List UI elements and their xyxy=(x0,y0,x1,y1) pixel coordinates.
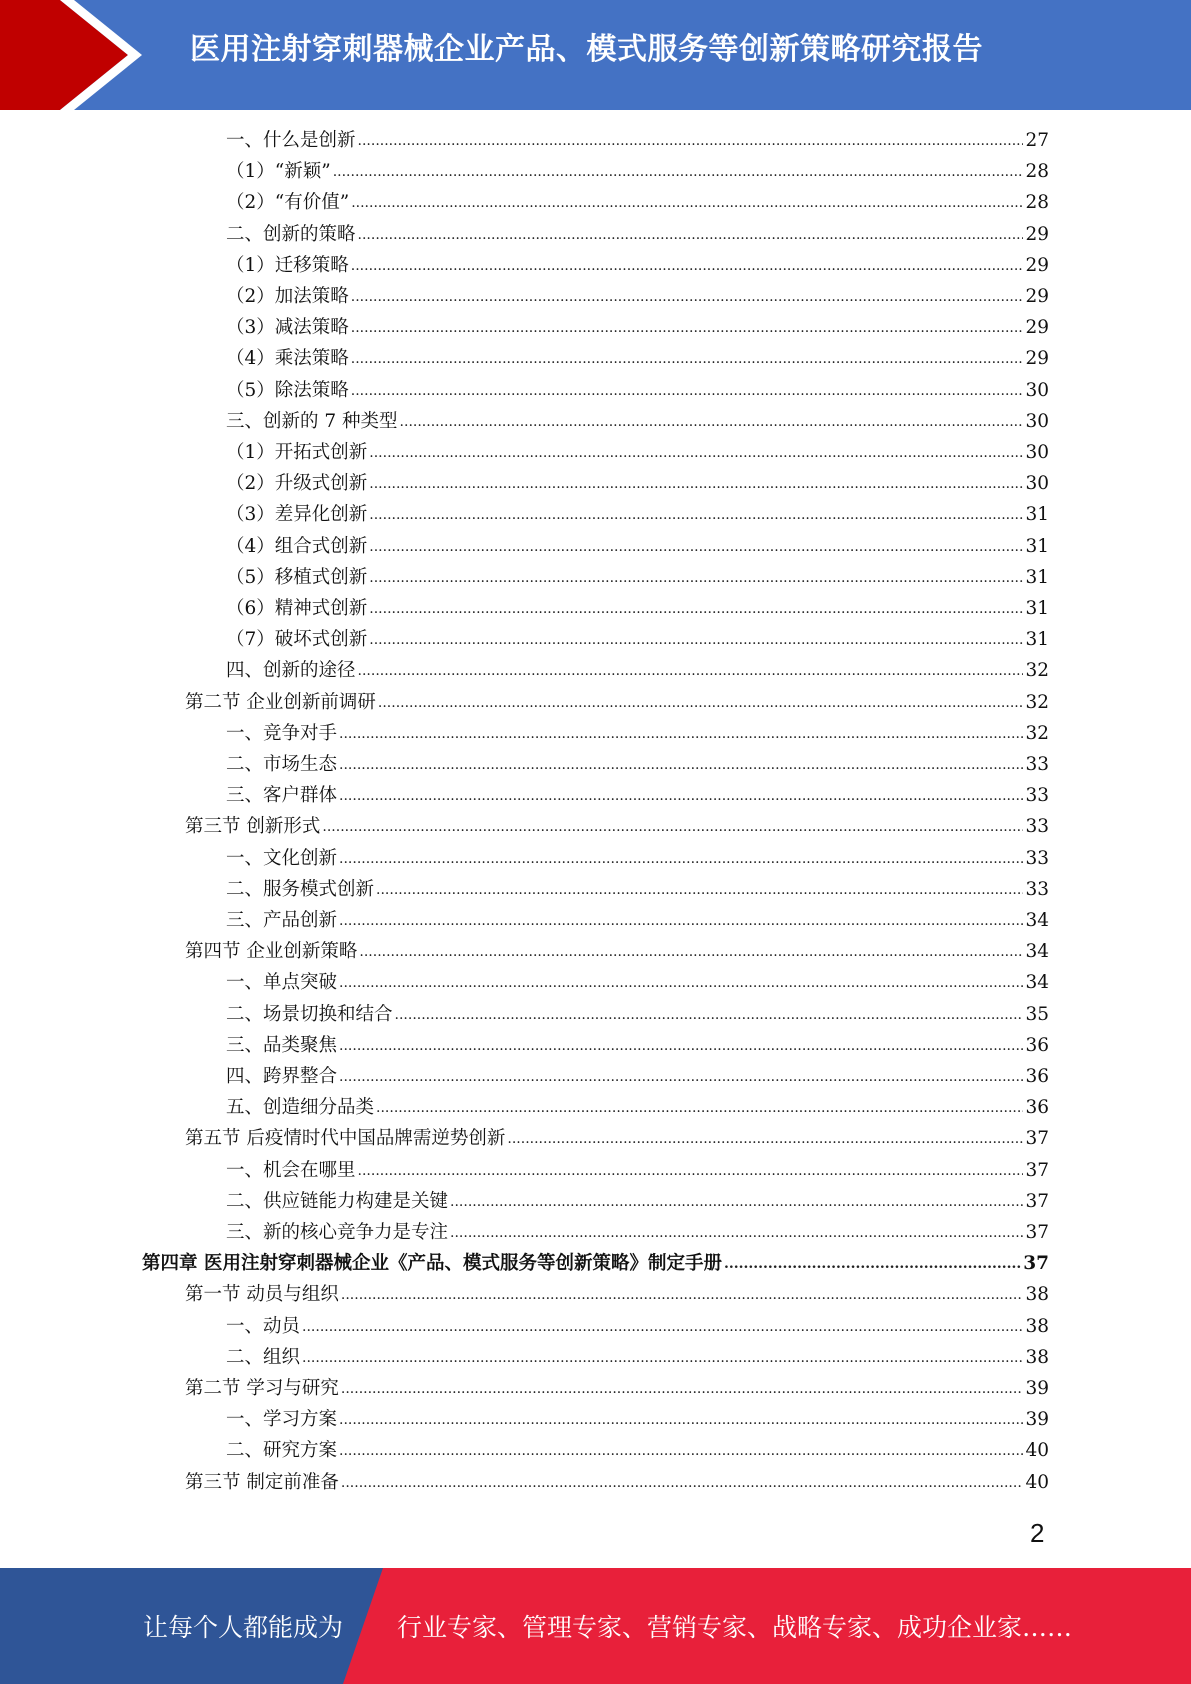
toc-leader-dots xyxy=(351,280,1024,311)
toc-entry-page: 33 xyxy=(1025,785,1049,807)
toc-entry[interactable] xyxy=(226,1217,1049,1248)
toc-entry-page: 36 xyxy=(1025,1097,1049,1119)
footer-banner xyxy=(0,1568,1191,1684)
toc-entry[interactable] xyxy=(185,1373,1049,1404)
toc-leader-dots xyxy=(376,873,1023,904)
toc-entry[interactable] xyxy=(226,874,1049,905)
toc-entry-page: 35 xyxy=(1025,1003,1049,1025)
toc-entry[interactable] xyxy=(226,718,1049,749)
toc-entry-label: 一、什么是创新 xyxy=(226,130,356,151)
toc-entry-page: 33 xyxy=(1025,754,1049,775)
toc-entry-page: 37 xyxy=(1025,1128,1049,1150)
toc-entry-label: 三、产品创新 xyxy=(226,910,338,931)
toc-entry[interactable] xyxy=(185,936,1049,967)
toc-entry[interactable] xyxy=(226,655,1049,686)
toc-entry-label: 二、组织 xyxy=(226,1346,301,1368)
toc-entry[interactable] xyxy=(226,1092,1049,1123)
toc-entry[interactable] xyxy=(226,905,1049,936)
toc-leader-dots xyxy=(450,1216,1023,1247)
toc-entry-page: 34 xyxy=(1025,941,1049,963)
toc-entry[interactable] xyxy=(226,156,1049,187)
toc-entry-label: 第一节 动员与组织 xyxy=(185,1284,339,1306)
toc-leader-dots xyxy=(369,467,1023,498)
toc-entry[interactable] xyxy=(226,1404,1049,1435)
toc-entry-page: 30 xyxy=(1025,379,1049,401)
toc-entry-page: 29 xyxy=(1025,254,1049,276)
toc-entry-label: 五、创造细分品类 xyxy=(226,1097,375,1119)
toc-leader-dots xyxy=(369,623,1023,654)
toc-entry-label: 二、场景切换和结合 xyxy=(226,1003,393,1025)
toc-entry-page: 31 xyxy=(1025,504,1049,526)
toc-entry[interactable] xyxy=(226,187,1049,218)
toc-entry-label: （3）差异化创新 xyxy=(226,504,368,526)
toc-entry[interactable] xyxy=(226,624,1049,655)
toc-entry[interactable] xyxy=(226,1435,1049,1466)
toc-leader-dots xyxy=(341,1466,1024,1497)
toc-leader-dots xyxy=(369,436,1023,467)
toc-leader-dots xyxy=(358,654,1024,685)
toc-entry-page: 39 xyxy=(1025,1378,1049,1399)
toc-entry-label: （5）移植式创新 xyxy=(226,566,368,588)
toc-entry-label: 第三节 制定前准备 xyxy=(185,1471,339,1493)
toc-leader-dots xyxy=(724,1247,1021,1278)
toc-entry[interactable] xyxy=(226,468,1049,499)
toc-entry-label: 四、跨界整合 xyxy=(226,1066,338,1087)
toc-entry-label: 一、单点突破 xyxy=(226,972,338,994)
toc-entry[interactable] xyxy=(226,967,1049,998)
toc-entry[interactable] xyxy=(226,749,1049,780)
toc-entry-label: 第四节 企业创新策略 xyxy=(185,941,358,963)
toc-leader-dots xyxy=(358,1154,1024,1185)
toc-entry[interactable] xyxy=(226,562,1049,593)
toc-leader-dots xyxy=(339,842,1023,873)
toc-leader-dots xyxy=(339,1060,1023,1091)
toc-leader-dots xyxy=(358,218,1024,249)
toc-entry-page: 31 xyxy=(1025,629,1049,651)
toc-entry[interactable] xyxy=(226,1311,1049,1342)
toc-leader-dots xyxy=(351,186,1023,217)
toc-entry-label: （4）组合式创新 xyxy=(226,535,368,557)
toc-leader-dots xyxy=(400,405,1024,436)
toc-entry-page: 28 xyxy=(1025,161,1049,183)
toc-leader-dots xyxy=(351,311,1024,342)
toc-entry[interactable] xyxy=(142,1248,1049,1279)
toc-entry-page: 37 xyxy=(1025,1190,1049,1212)
toc-entry-label: （7）破坏式创新 xyxy=(226,629,368,651)
toc-entry[interactable] xyxy=(226,312,1049,343)
toc-entry-label: 一、文化创新 xyxy=(226,847,338,869)
toc-entry-label: 第二节 企业创新前调研 xyxy=(185,691,376,713)
toc-entry-label: （5）除法策略 xyxy=(226,379,349,401)
toc-leader-dots xyxy=(339,904,1023,935)
toc-entry-page: 32 xyxy=(1025,722,1049,744)
toc-entry-label: 三、品类聚焦 xyxy=(226,1034,338,1056)
toc-entry[interactable] xyxy=(226,437,1049,468)
footer-slogan-right: 行业专家、管理专家、营销专家、战略专家、成功企业家…… xyxy=(397,1613,1073,1642)
footer-slogan-left: 让每个人都能成为 xyxy=(143,1613,344,1642)
toc-entry[interactable] xyxy=(226,375,1049,406)
toc-entry-page: 31 xyxy=(1025,535,1049,557)
toc-entry-label: 三、新的核心竞争力是专注 xyxy=(226,1222,449,1243)
toc-leader-dots xyxy=(359,935,1023,966)
toc-entry-page: 29 xyxy=(1025,286,1049,307)
toc-entry[interactable] xyxy=(226,1342,1049,1373)
toc-entry-page: 34 xyxy=(1025,910,1049,931)
toc-entry-page: 30 xyxy=(1025,442,1049,463)
toc-leader-dots xyxy=(341,1278,1024,1309)
header-title: 医用注射穿刺器械企业产品、模式服务等创新策略研究报告 xyxy=(190,32,983,67)
toc-entry-label: 第二节 学习与研究 xyxy=(185,1378,339,1399)
toc-entry-page: 27 xyxy=(1025,130,1049,151)
toc-leader-dots xyxy=(351,374,1024,405)
toc-entry[interactable] xyxy=(226,406,1049,437)
toc-entry-page: 37 xyxy=(1025,1222,1049,1243)
toc-entry-page: 32 xyxy=(1025,691,1049,713)
toc-entry[interactable] xyxy=(226,999,1049,1030)
toc-entry-page: 40 xyxy=(1025,1440,1049,1462)
toc-entry-page: 33 xyxy=(1025,816,1049,838)
toc-entry-page: 37 xyxy=(1023,1253,1049,1275)
toc-entry-page: 38 xyxy=(1025,1284,1049,1306)
toc-entry-page: 40 xyxy=(1025,1471,1049,1493)
toc-entry-page: 39 xyxy=(1025,1409,1049,1431)
toc-entry-label: 第五节 后疫情时代中国品牌需逆势创新 xyxy=(185,1128,506,1150)
toc-entry-page: 28 xyxy=(1025,192,1049,214)
toc-entry[interactable] xyxy=(226,499,1049,530)
toc-entry[interactable] xyxy=(226,1061,1049,1092)
toc-entry-label: 三、客户群体 xyxy=(226,785,338,807)
header-arrow-decoration xyxy=(0,0,160,110)
toc-entry[interactable] xyxy=(226,281,1049,312)
toc-entry-page: 30 xyxy=(1025,473,1049,495)
toc-leader-dots xyxy=(369,498,1023,529)
toc-leader-dots xyxy=(369,592,1023,623)
toc-entry-page: 33 xyxy=(1025,878,1049,900)
toc-leader-dots xyxy=(339,717,1023,748)
toc-entry-label: （6）精神式创新 xyxy=(226,598,368,619)
toc-leader-dots xyxy=(302,1310,1023,1341)
toc-entry-label: 四、创新的途径 xyxy=(226,660,356,682)
toc-leader-dots xyxy=(450,1185,1023,1216)
toc-entry-page: 36 xyxy=(1025,1034,1049,1056)
toc-entry-page: 38 xyxy=(1025,1346,1049,1368)
toc-entry-label: 一、动员 xyxy=(226,1315,301,1337)
toc-entry-label: （3）减法策略 xyxy=(226,317,349,339)
toc-leader-dots xyxy=(369,561,1023,592)
toc-leader-dots xyxy=(351,342,1024,373)
toc-entry-label: 二、供应链能力构建是关键 xyxy=(226,1190,449,1212)
toc-entry-page: 29 xyxy=(1025,348,1049,370)
toc-leader-dots xyxy=(507,1122,1023,1153)
toc-entry-label: 一、学习方案 xyxy=(226,1409,338,1431)
toc-entry-label: 二、研究方案 xyxy=(226,1440,338,1462)
toc-entry-label: 二、服务模式创新 xyxy=(226,878,375,900)
toc-entry-label: （2）升级式创新 xyxy=(226,473,368,495)
toc-entry-page: 33 xyxy=(1025,847,1049,869)
toc-entry[interactable] xyxy=(185,1279,1049,1310)
toc-entry[interactable] xyxy=(226,593,1049,624)
toc-entry-page: 31 xyxy=(1025,566,1049,588)
toc-leader-dots xyxy=(369,530,1023,561)
toc-entry-label: （1）迁移策略 xyxy=(226,254,349,276)
toc-leader-dots xyxy=(339,1403,1023,1434)
toc-entry-label: （4）乘法策略 xyxy=(226,348,349,370)
toc-entry-label: 第三节 创新形式 xyxy=(185,816,321,838)
toc-entry-label: 一、竞争对手 xyxy=(226,722,338,744)
toc-entry-label: 二、创新的策略 xyxy=(226,223,356,245)
toc-entry-label: （1）“新颖” xyxy=(226,161,331,183)
toc-entry[interactable] xyxy=(226,125,1049,156)
toc-entry-page: 34 xyxy=(1025,972,1049,994)
toc-entry[interactable] xyxy=(226,843,1049,874)
toc-leader-dots xyxy=(339,966,1023,997)
toc-entry[interactable] xyxy=(226,343,1049,374)
toc-entry-label: （2）“有价值” xyxy=(226,192,350,214)
toc-entry-label: 三、创新的 7 种类型 xyxy=(226,410,398,432)
toc-leader-dots xyxy=(341,1372,1024,1403)
toc-leader-dots xyxy=(339,1434,1023,1465)
toc-leader-dots xyxy=(358,124,1024,155)
toc-leader-dots xyxy=(351,249,1024,280)
page-number: 2 xyxy=(1030,1518,1045,1548)
toc-entry[interactable] xyxy=(226,1186,1049,1217)
toc-leader-dots xyxy=(339,748,1023,779)
toc-entry-label: 一、机会在哪里 xyxy=(226,1159,356,1181)
toc-entry-page: 30 xyxy=(1025,410,1049,432)
toc-entry[interactable] xyxy=(226,1030,1049,1061)
toc-leader-dots xyxy=(339,779,1023,810)
toc-entry-label: （1）开拓式创新 xyxy=(226,442,368,463)
toc-entry-page: 37 xyxy=(1025,1159,1049,1181)
toc-leader-dots xyxy=(378,686,1024,717)
toc-leader-dots xyxy=(376,1091,1023,1122)
toc-leader-dots xyxy=(302,1341,1023,1372)
toc-leader-dots xyxy=(322,810,1023,841)
toc-entry[interactable] xyxy=(185,1467,1049,1498)
toc-entry-page: 32 xyxy=(1025,660,1049,682)
toc-leader-dots xyxy=(395,998,1024,1029)
toc-entry[interactable] xyxy=(226,531,1049,562)
toc-entry-page: 31 xyxy=(1025,598,1049,619)
toc-entry[interactable] xyxy=(185,687,1049,718)
toc-entry-page: 36 xyxy=(1025,1066,1049,1087)
toc-entry-label: （2）加法策略 xyxy=(226,286,349,307)
toc-entry-label: 第四章 医用注射穿刺器械企业《产品、模式服务等创新策略》制定手册 xyxy=(142,1253,722,1275)
toc-entry[interactable] xyxy=(185,1123,1049,1154)
toc-entry-page: 29 xyxy=(1025,223,1049,245)
toc-entry-label: 二、市场生态 xyxy=(226,754,338,775)
toc-entry[interactable] xyxy=(226,219,1049,250)
toc-leader-dots xyxy=(339,1029,1023,1060)
toc-entry-page: 38 xyxy=(1025,1315,1049,1337)
toc-entry-page: 29 xyxy=(1025,317,1049,339)
toc-leader-dots xyxy=(333,155,1024,186)
header-banner xyxy=(0,0,1191,110)
toc-entry[interactable] xyxy=(185,811,1049,842)
toc-entry[interactable] xyxy=(226,250,1049,281)
toc-entry[interactable] xyxy=(226,1155,1049,1186)
toc-entry[interactable] xyxy=(226,780,1049,811)
